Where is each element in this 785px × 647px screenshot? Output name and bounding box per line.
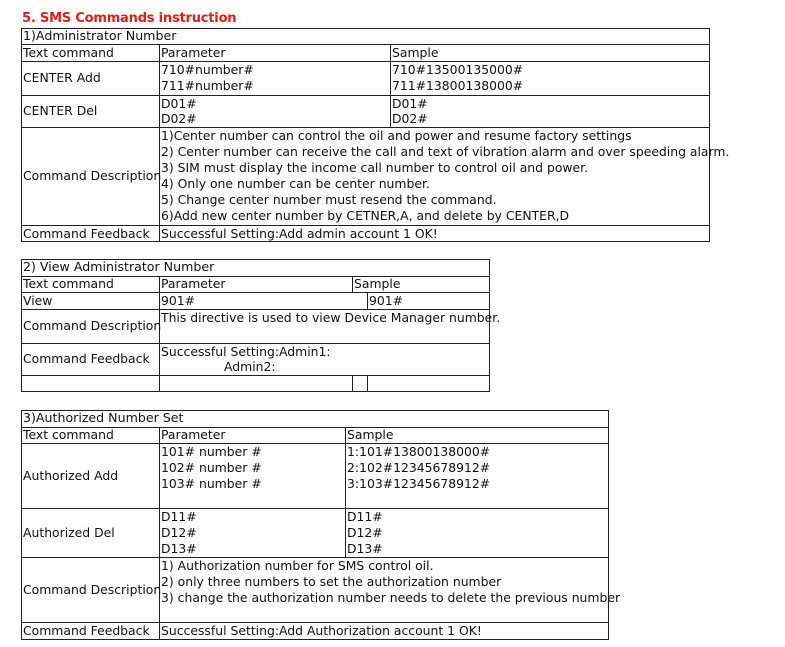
parameter-line: D02#	[161, 111, 197, 126]
col-header-command: Text command	[23, 45, 114, 60]
feedback-label: Command Feedback	[23, 226, 150, 241]
sample-view: 901#	[369, 293, 404, 308]
command-authorized-del: Authorized Del	[23, 525, 115, 540]
description-line: 6)Add new center number by CETNER,A, and delete by CENTER,D	[161, 208, 570, 223]
page-title: 5. SMS Commands instruction	[22, 11, 237, 26]
col-header-sample: Sample	[392, 45, 439, 60]
description-value: This directive is used to view Device Manager number.	[161, 310, 501, 325]
description-label: Command Description	[23, 168, 162, 183]
col-header-sample: Sample	[354, 276, 401, 291]
sample-line: 710#13500135000#	[392, 62, 524, 77]
command-view: View	[23, 293, 53, 308]
feedback-value: Successful Setting:Add Authorization account 1 OK!	[161, 623, 482, 638]
sample-line: D13#	[347, 541, 383, 556]
description-line: 1)Center number can control the oil and power and resume factory settings	[161, 128, 632, 143]
description-line: 5) Change center number must resend the command.	[161, 192, 497, 207]
col-header-parameter: Parameter	[161, 45, 226, 60]
col-header-parameter: Parameter	[161, 427, 226, 442]
col-header-command: Text command	[23, 276, 114, 291]
section-heading: 2) View Administrator Number	[23, 259, 215, 274]
feedback-label: Command Feedback	[23, 623, 150, 638]
description-label: Command Description	[23, 318, 162, 333]
sample-line: 3:103#12345678912#	[347, 476, 491, 491]
col-header-sample: Sample	[347, 427, 394, 442]
col-header-command: Text command	[23, 427, 114, 442]
description-line: 1) Authorization number for SMS control oil.	[161, 558, 434, 573]
command-center-add: CENTER Add	[23, 70, 101, 85]
parameter-line: 710#number#	[161, 62, 254, 77]
sample-line: 711#13800138000#	[392, 78, 524, 93]
parameter-line: 711#number#	[161, 78, 254, 93]
parameter-line: D12#	[161, 525, 197, 540]
parameter-line: 101# number #	[161, 444, 262, 459]
feedback-line: Admin2:	[224, 359, 276, 374]
description-line: 2) only three numbers to set the authorization number	[161, 574, 502, 589]
sample-line: 2:102#12345678912#	[347, 460, 491, 475]
feedback-value: Successful Setting:Add admin account 1 OK!	[161, 226, 438, 241]
sample-line: D01#	[392, 96, 428, 111]
parameter-line: 103# number #	[161, 476, 262, 491]
sample-line: D12#	[347, 525, 383, 540]
sample-line: D02#	[392, 111, 428, 126]
sample-line: D11#	[347, 509, 383, 524]
parameter-line: 102# number #	[161, 460, 262, 475]
parameter-line: D13#	[161, 541, 197, 556]
sample-line: 1:101#13800138000#	[347, 444, 491, 459]
description-label: Command Description	[23, 582, 162, 597]
description-line: 3) SIM must display the income call number to control oil and power.	[161, 160, 589, 175]
feedback-line: Successful Setting:Admin1:	[161, 344, 331, 359]
description-line: 4) Only one number can be center number.	[161, 176, 430, 191]
feedback-label: Command Feedback	[23, 351, 150, 366]
section-heading: 3)Authorized Number Set	[23, 410, 184, 425]
section-heading: 1)Administrator Number	[23, 28, 177, 43]
description-line: 3) change the authorization number needs to delete the previous number	[161, 590, 621, 605]
description-line: 2) Center number can receive the call and text of vibration alarm and over speeding alarm.	[161, 144, 730, 159]
parameter-line: D01#	[161, 96, 197, 111]
command-center-del: CENTER Del	[23, 103, 98, 118]
command-authorized-add: Authorized Add	[23, 468, 119, 483]
parameter-view: 901#	[161, 293, 196, 308]
col-header-parameter: Parameter	[161, 276, 226, 291]
parameter-line: D11#	[161, 509, 197, 524]
